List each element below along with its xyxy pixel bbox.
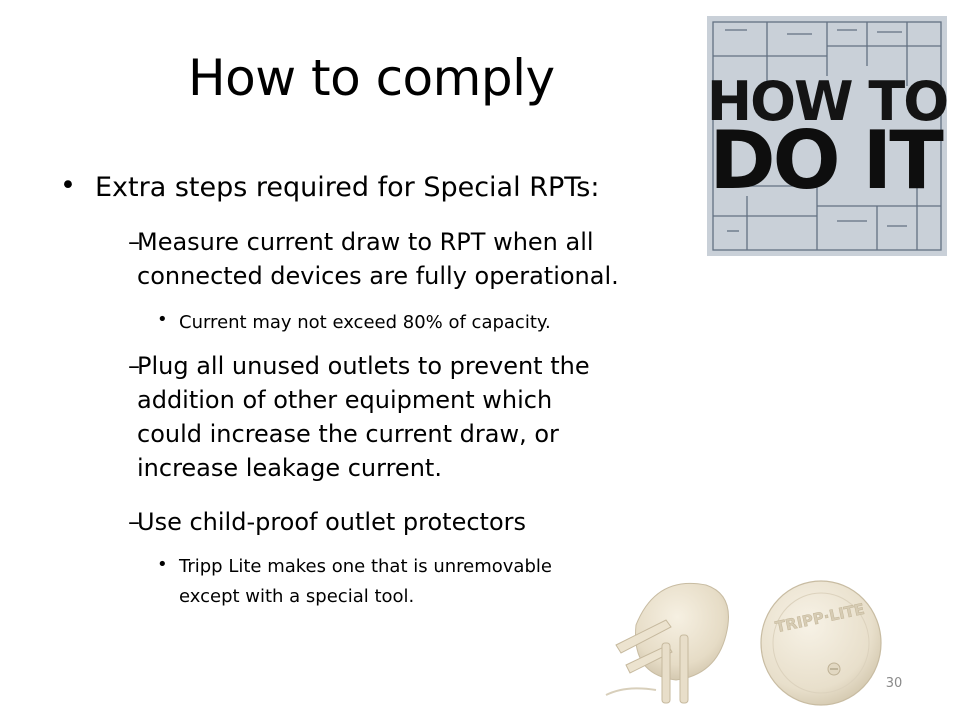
bullet-level3-line: Tripp Lite makes one that is unremovable bbox=[179, 556, 552, 577]
bullet-level2-line: addition of other equipment which bbox=[137, 386, 553, 414]
do-it-text: DO IT bbox=[709, 114, 941, 207]
bullet-level2-line: Measure current draw to RPT when all bbox=[137, 228, 594, 256]
bullet-level2-line: increase leakage current. bbox=[137, 454, 442, 482]
page-number: 30 bbox=[885, 676, 903, 691]
slide-title: How to comply bbox=[188, 49, 555, 107]
bullet-dash-icon: – bbox=[128, 228, 140, 256]
bullet-dash-icon: – bbox=[128, 508, 140, 536]
bullet-dash-icon: – bbox=[128, 352, 140, 380]
bullet-level2-line: could increase the current draw, or bbox=[137, 420, 559, 448]
bullet-dot-icon: • bbox=[60, 170, 76, 201]
bullet-dot-icon: • bbox=[157, 309, 168, 330]
bullet-level3-line: except with a special tool. bbox=[179, 586, 415, 607]
how-to-text: HOW TO bbox=[707, 70, 947, 133]
bullet-level2-line: Plug all unused outlets to prevent the bbox=[137, 352, 590, 380]
bullet-level3: Current may not exceed 80% of capacity. bbox=[179, 312, 551, 333]
bullet-dot-icon: • bbox=[157, 554, 168, 575]
bullet-level2-line: connected devices are fully operational. bbox=[137, 262, 619, 290]
bullet-level2-line: Use child-proof outlet protectors bbox=[137, 508, 526, 536]
tripp-lite-logo-text: TRIPP·LITE bbox=[773, 599, 867, 637]
bullet-level1: Extra steps required for Special RPTs: bbox=[95, 172, 600, 203]
